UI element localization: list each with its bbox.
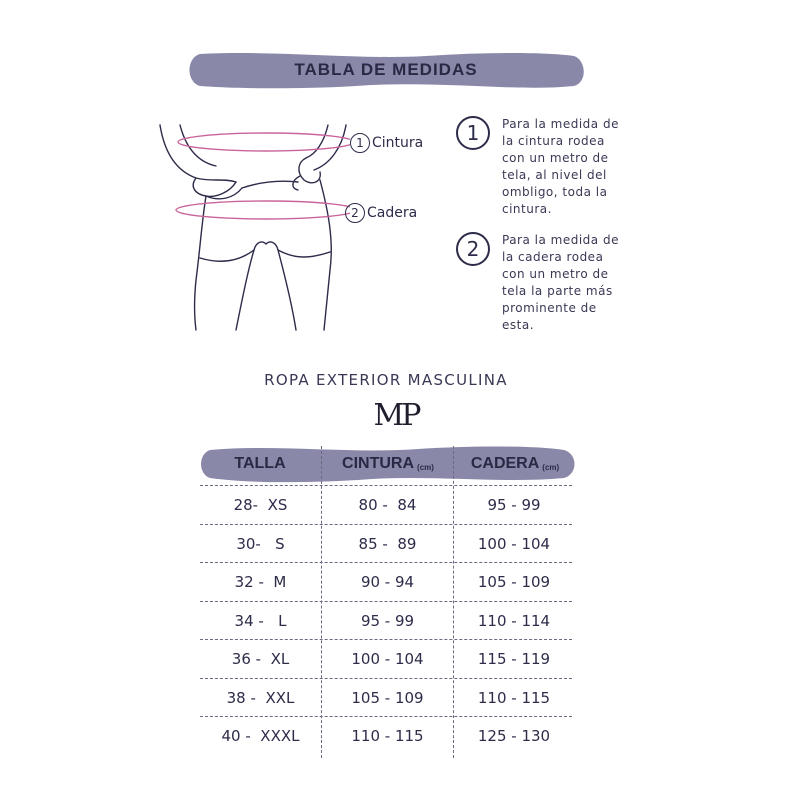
header-cintura-label: CINTURA — [342, 455, 415, 472]
cell-cintura: 80 - 84 — [358, 496, 417, 514]
header-cintura — [324, 444, 452, 484]
cell-cintura: 110 - 115 — [351, 727, 424, 745]
brand-logo: MP — [373, 398, 419, 433]
cell-cintura: 95 - 99 — [360, 611, 415, 630]
table-header — [198, 444, 576, 484]
instruction-2 — [456, 232, 642, 334]
cell-cintura: 105 - 109 — [351, 688, 424, 707]
label-cintura-text: Cintura — [372, 135, 424, 151]
cell-talla: 38 - XXL — [226, 688, 295, 707]
label-cadera — [345, 203, 417, 223]
body-outline-illustration — [150, 120, 350, 335]
header-cintura-unit: (cm) — [417, 462, 434, 472]
cell-cintura: 100 - 104 — [351, 650, 424, 668]
cell-talla: 28- XS — [233, 496, 288, 514]
cell-cadera: 110 - 114 — [477, 611, 551, 630]
number-circle-icon: 1 — [350, 133, 370, 153]
cell-cadera: 95 - 99 — [487, 496, 541, 514]
cell-talla: 32 - M — [234, 573, 287, 591]
cell-cintura: 90 - 94 — [360, 573, 415, 591]
number-circle-icon: 1 — [456, 116, 490, 150]
header-talla — [198, 444, 322, 484]
cell-talla: 40 - XXXL — [221, 727, 300, 745]
cell-cadera: 105 - 109 — [477, 573, 551, 591]
cell-cadera: 100 - 104 — [477, 534, 551, 553]
cell-cadera: 125 - 130 — [477, 727, 551, 745]
title-banner — [186, 48, 586, 92]
cell-talla: 30- S — [236, 534, 285, 553]
number-circle-icon: 2 — [456, 232, 490, 266]
section-subtitle: ROPA EXTERIOR MASCULINA — [264, 371, 508, 389]
cell-cintura: 85 - 89 — [358, 534, 417, 553]
number-circle-icon: 2 — [345, 203, 365, 223]
label-cadera-text: Cadera — [367, 205, 418, 221]
cell-cadera: 110 - 115 — [477, 688, 551, 707]
cell-cadera: 115 - 119 — [477, 650, 551, 668]
header-cadera — [454, 444, 576, 484]
instruction-2-text: Para la medida de la cadera rodea con un metro de tela la parte más prominente de esta. — [502, 233, 619, 332]
body-figure — [150, 120, 350, 339]
header-cadera-label: CADERA — [470, 455, 540, 472]
measurement-loops — [176, 133, 350, 219]
header-talla-label: TALLA — [234, 455, 286, 472]
header-cadera-unit: (cm) — [542, 462, 560, 472]
cell-talla: 34 - L — [234, 611, 287, 630]
instruction-1-text: Para la medida de la cintura rodea con un metro de tela, al nivel del ombligo, toda la cintura. — [502, 117, 619, 216]
cell-talla: 36 - XL — [231, 650, 290, 668]
page-title: TABLA DE MEDIDAS — [294, 60, 478, 79]
instruction-1 — [456, 116, 642, 218]
label-cintura — [350, 133, 423, 153]
